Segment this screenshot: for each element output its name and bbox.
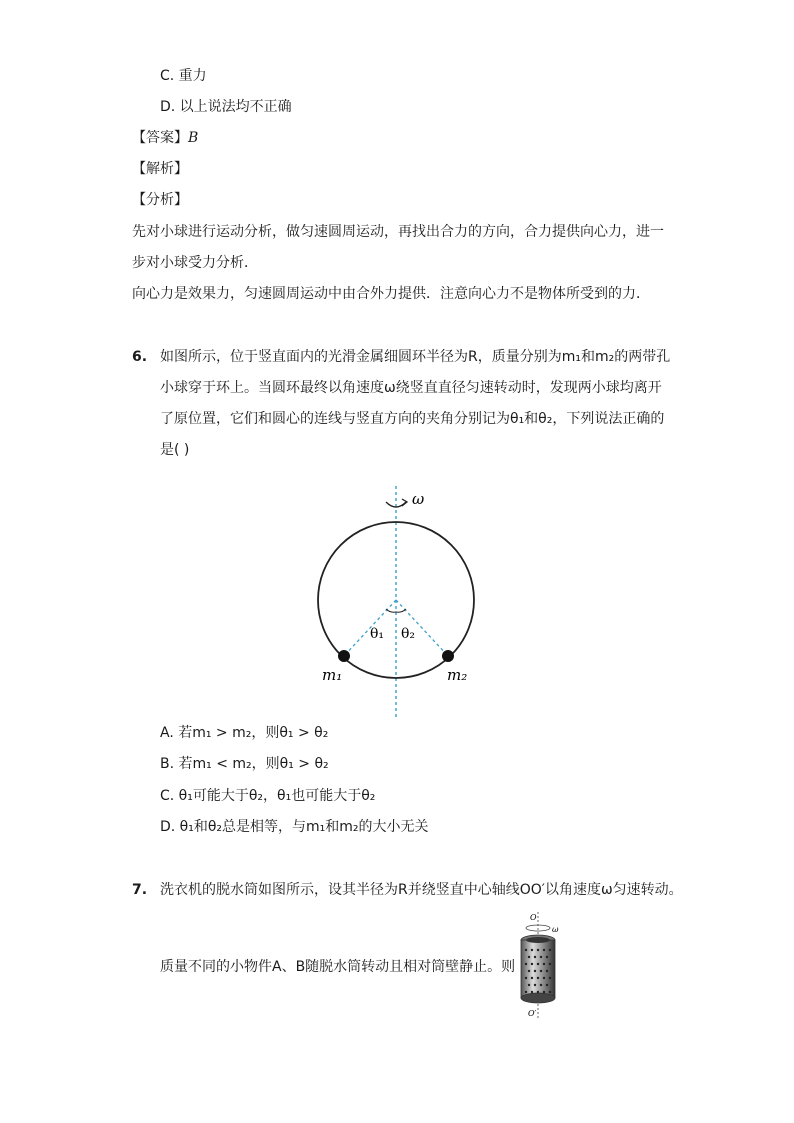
spin-drum-figure bbox=[510, 908, 570, 1020]
question-6-number: 6. bbox=[132, 349, 148, 365]
option-d-prev: D. 以上说法均不正确 bbox=[160, 99, 292, 115]
analysis-line-3: 向心力是效果力，匀速圆周运动中由合外力提供．注意向心力不是物体所受到的力． bbox=[132, 286, 650, 302]
q6-option-a: A. 若m₁ > m₂，则θ₁ > θ₂ bbox=[160, 725, 329, 741]
drum-body bbox=[521, 940, 555, 998]
theta2-label: θ₂ bbox=[401, 626, 416, 642]
answer-value: B bbox=[188, 130, 199, 146]
m2-label: m₂ bbox=[447, 666, 468, 684]
question-7-number: 7. bbox=[132, 882, 148, 898]
q7-stem-line-1: 洗衣机的脱水筒如图所示，设其半径为R并绕竖直中心轴线OO′以角速度ω匀速转动。 bbox=[160, 882, 683, 898]
q6-option-c: C. θ₁可能大于θ₂，θ₁也可能大于θ₂ bbox=[160, 788, 376, 804]
m1-label: m₁ bbox=[322, 666, 343, 684]
theta1-label: θ₁ bbox=[370, 626, 385, 642]
jiexi-label: 【解析】 bbox=[132, 161, 188, 177]
ring-figure bbox=[300, 482, 500, 722]
ball-m1 bbox=[338, 650, 350, 662]
q7-stem-line-2: 质量不同的小物件A、B随脱水筒转动且相对筒壁静止。则 bbox=[160, 959, 516, 975]
answer-line bbox=[132, 128, 198, 148]
ball-m2 bbox=[442, 650, 454, 662]
analysis-line-2: 步对小球受力分析． bbox=[132, 255, 258, 271]
omega-label: ω bbox=[412, 490, 425, 508]
drum-top-label: O bbox=[530, 913, 537, 922]
option-c-prev: C. 重力 bbox=[160, 68, 207, 84]
analysis-line-1: 先对小球进行运动分析，做匀速圆周运动，再找出合力的方向，合力提供向心力，进一 bbox=[132, 224, 664, 240]
q6-stem-line-2: 小球穿于环上。当圆环最终以角速度ω绕竖直直径匀速转动时，发现两小球均离开 bbox=[160, 380, 662, 396]
q6-option-d: D. θ₁和θ₂总是相等，与m₁和m₂的大小无关 bbox=[160, 819, 429, 835]
drum-bottom-label: O′ bbox=[528, 1009, 537, 1018]
answer-label: 【答案】 bbox=[132, 130, 188, 146]
drum-omega-label: ω bbox=[552, 925, 559, 934]
q6-stem-line-1: 如图所示，位于竖直面内的光滑金属细圆环半径为R，质量分别为m₁和m₂的两带孔 bbox=[160, 349, 671, 365]
q6-stem-line-3: 了原位置，它们和圆心的连线与竖直方向的夹角分别记为θ₁和θ₂，下列说法正确的 bbox=[160, 411, 665, 427]
fenxi-label: 【分析】 bbox=[132, 192, 188, 208]
q6-stem-line-4: 是( ) bbox=[160, 442, 190, 458]
q6-option-b: B. 若m₁ < m₂，则θ₁ > θ₂ bbox=[160, 756, 329, 772]
